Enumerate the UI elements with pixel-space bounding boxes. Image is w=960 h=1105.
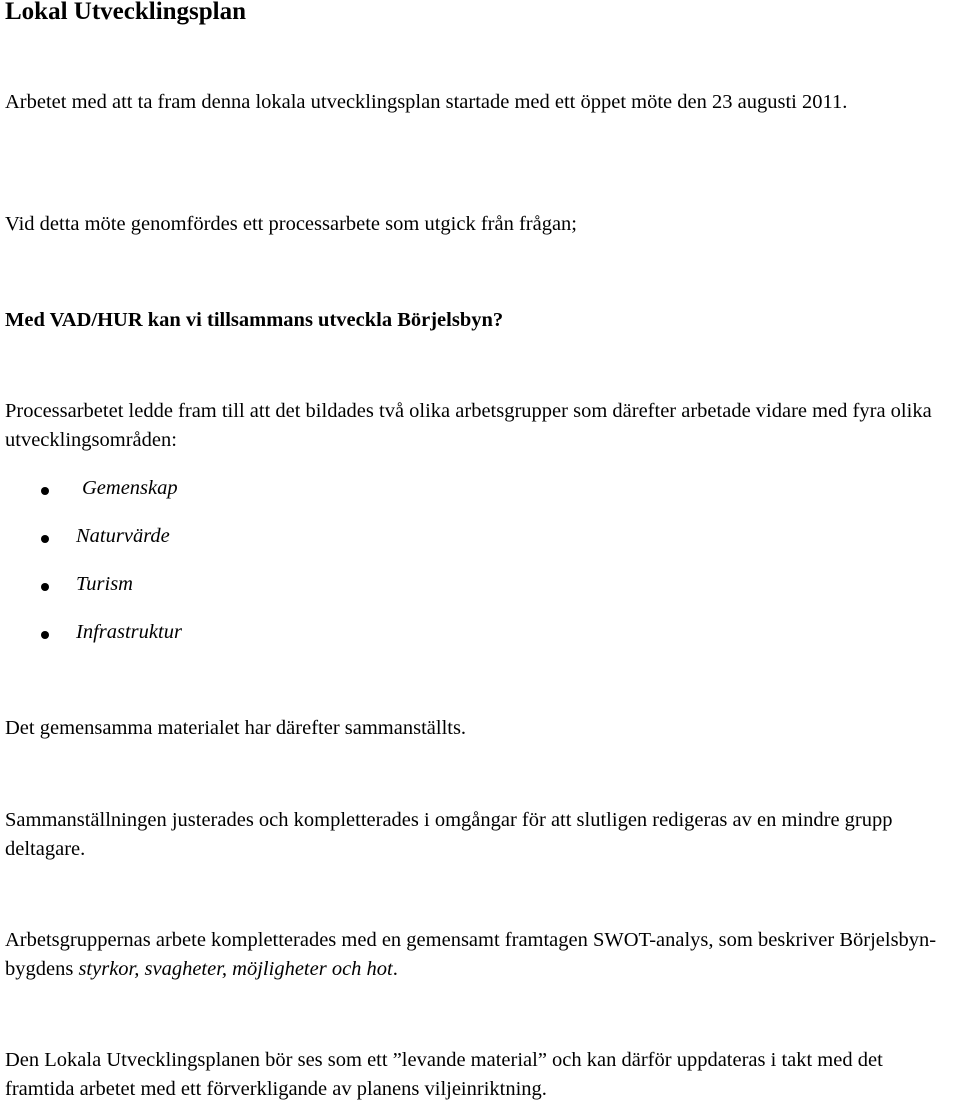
workgroups-paragraph: Processarbetet ledde fram till att det bildades två olika arbetsgrupper som därefter arbetade vidare med fyra olika utvecklingsområden: — [5, 400, 932, 451]
development-areas-list — [0, 474, 400, 666]
compilation-paragraph: Det gemensamma materialet har därefter sammanställts. — [5, 717, 467, 739]
swot-text-end: . — [392, 957, 398, 980]
intro-paragraph: Arbetet med att ta fram denna lokala utvecklingsplan startade med ett öppet möte den 23 augusti 2011. — [5, 91, 848, 113]
process-paragraph: Vid detta möte genomfördes ett processarbete som utgick från frågan; — [5, 213, 577, 235]
area-label: Infrastruktur — [76, 621, 182, 643]
bullet-icon — [41, 631, 49, 639]
area-label: Gemenskap — [82, 477, 178, 499]
bullet-icon — [41, 487, 49, 495]
bullet-icon — [41, 583, 49, 591]
living-document-paragraph: Den Lokala Utvecklingsplanen bör ses som ett ”levande material” och kan därför uppdateras i takt med det framtida arbetet med ett förverkligande av planens viljeinriktning. — [5, 1049, 883, 1100]
swot-paragraph — [5, 926, 957, 983]
area-label: Turism — [76, 573, 133, 595]
list-item — [0, 570, 400, 618]
list-item — [0, 474, 400, 522]
list-item — [0, 618, 400, 666]
list-item — [0, 522, 400, 570]
guiding-question: Med VAD/HUR kan vi tillsammans utveckla Börjelsbyn? — [5, 309, 504, 331]
revision-paragraph: Sammanställningen justerades och kompletterades i omgångar för att slutligen redigeras av en mindre grupp deltagare. — [5, 809, 893, 860]
area-label: Naturvärde — [76, 525, 170, 547]
swot-text-start: Arbetsgruppernas arbete kompletterades med en gemensamt framtagen SWOT-analys, som beskriver Börjelsbyn-bygdens — [5, 929, 937, 980]
swot-factors: styrkor, svagheter, möjligheter och hot — [78, 957, 393, 980]
document-title: Lokal Utvecklingsplan — [5, 0, 247, 25]
bullet-icon — [41, 535, 49, 543]
